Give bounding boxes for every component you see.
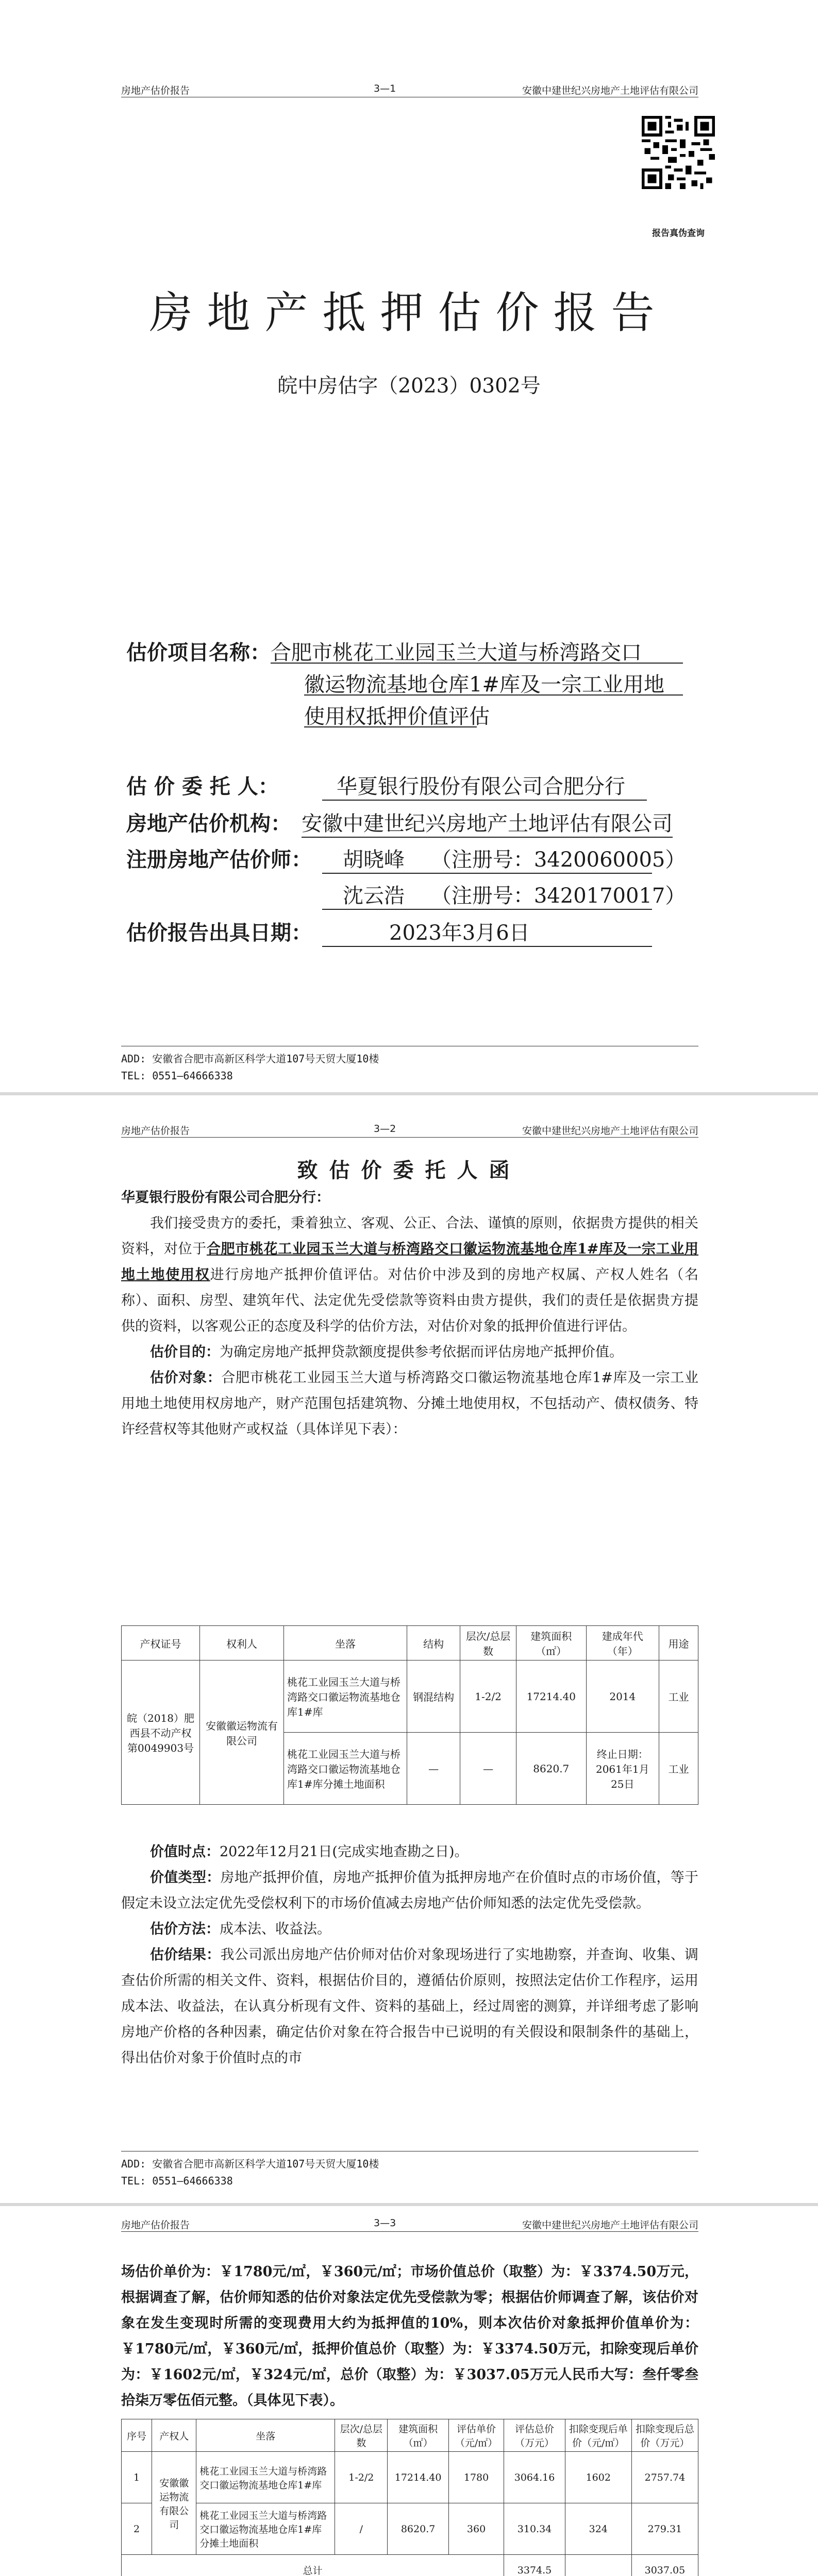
col-owner: 权利人 (200, 1626, 284, 1660)
col-total2: 扣除变现后总价（万元） (631, 2419, 698, 2452)
org-value: 安徽中建世纪兴房地产土地评估有限公司 (302, 807, 673, 838)
project-line-2: 徽运物流基地仓库1#库及一宗工业用地 (304, 673, 664, 697)
date-row (126, 917, 719, 947)
project-label: 估价项目名称： (126, 640, 271, 665)
cell-floors: / (335, 2503, 388, 2555)
org-row (126, 807, 719, 838)
header-right: 安徽中建世纪兴房地产土地评估有限公司 (522, 1125, 698, 1137)
col-structure: 结构 (407, 1626, 460, 1660)
header-page-no: 3—1 (374, 83, 396, 94)
col-location: 坐落 (284, 1626, 407, 1660)
page-header (121, 81, 698, 97)
para1-text: 我们接受贵方的委托，秉着独立、客观、公正、合法、谨慎的原则，依据贵方提供的相关资料，对位于 (121, 1215, 698, 1257)
appraiser-row (126, 843, 719, 908)
col-cert: 产权证号 (122, 1626, 200, 1660)
property-table (121, 1625, 698, 1805)
project-name-block (126, 636, 719, 729)
letter-method (121, 1917, 698, 1942)
cell-floors: — (460, 1733, 516, 1805)
header-page-no: 3—2 (374, 1123, 396, 1134)
page-gap (0, 2203, 818, 2206)
letter-result (121, 1942, 698, 2071)
cell-location: 桃花工业园玉兰大道与桥湾路交口徽运物流基地仓库1#库分摊土地面积 (196, 2503, 335, 2555)
qr-caption: 报告真伪查询 (652, 228, 705, 239)
cell-sum-total: 3374.5 (504, 2555, 565, 2576)
col-price: 评估单价（元/㎡） (448, 2419, 504, 2452)
appraiser-label: 注册房地产估价师： (126, 848, 312, 872)
col-use: 用途 (659, 1626, 698, 1660)
report-title: 房地产抵押估价报告 (149, 287, 669, 338)
cell-location: 桃花工业园玉兰大道与桥湾路交口徽运物流基地仓库1#库 (284, 1660, 407, 1733)
cell-use: 工业 (659, 1733, 698, 1805)
cell-total2: 279.31 (631, 2503, 698, 2555)
result-text: 我公司派出房地产估价师对估价对象现场进行了实地勘察，并查询、收集、调查估价所需的相关文件、资料，根据估价目的，遵循估价原则，按照法定估价工作程序，运用成本法、收益法，在认真分析现有文件、资料的基础上，经过周密的测算，并详细考虑了影响房地产价格的各种因素，确定估价对象在符合报告中已说明的有关假设和限制条件的基础上，得出估价对象于价值时点的市 (121, 1947, 699, 2066)
cell-price2: 1602 (565, 2452, 631, 2503)
valuation-text: 场估价单价为：￥1780元/㎡，￥360元/㎡；市场价值总价（取整）为：￥3374.50万元，根据调查了解，估价师知悉的估价对象法定优先受偿款为零；根据估价师调查了解，该估价对象在发生变现时所需的变现费用大约为抵押值的10%，则本次估价对象抵押价值单价为：￥1780元/㎡，￥360元/㎡，抵押价值总价（取整）为：￥3374.50万元，扣除变现后单价为：￥1602元/㎡，￥324元/㎡，总价（取整）为：￥3037.05万元人民币大写：叁仟零叁拾柒万零伍佰元整。（具体见下表）。 (121, 2264, 698, 2409)
report-number: 皖中房估字（2023）0302号 (277, 375, 541, 398)
letter-date (121, 1839, 698, 1865)
client-row (126, 770, 719, 801)
cell-no: 1 (122, 2452, 152, 2503)
table-total-row (122, 2555, 698, 2576)
appraiser-1: 胡晓峰 （注册号：3420060005） (322, 843, 652, 874)
para1-rest: 进行房地产抵押价值评估。对估价中涉及到的房地产权属、产权人姓名（名称）、面积、房型、建筑年代、法定优先受偿款等资料由贵方提供，我们的责任是依据贵方提供的资料，以客观公正的态度及科学的估价方法，对估价对象的抵押价值进行评估。 (121, 1267, 699, 1334)
cell-sum-empty (565, 2555, 631, 2576)
header-left: 房地产估价报告 (121, 85, 190, 96)
type-label: 价值类型： (150, 1870, 221, 1886)
col-owner: 产权人 (152, 2419, 196, 2452)
page-cover (0, 0, 818, 1092)
footer-address: ADD: 安徽省合肥市高新区科学大道107号天贸大厦10楼 (121, 1053, 379, 1065)
cell-year: 终止日期：2061年1月25日 (586, 1733, 659, 1805)
page-header (121, 2215, 698, 2232)
table-header-row (122, 2419, 698, 2452)
letter-para-1 (121, 1211, 698, 1340)
cell-owner: 安徽徽运物流有限公司 (200, 1660, 284, 1805)
org-label: 房地产估价机构： (126, 811, 291, 836)
cell-sum-label: 总计 (122, 2555, 504, 2576)
cell-location: 桃花工业园玉兰大道与桥湾路交口徽运物流基地仓库1#库 (196, 2452, 335, 2503)
header-left: 房地产估价报告 (121, 2219, 190, 2231)
cell-total: 3064.16 (504, 2452, 565, 2503)
page-header (121, 1121, 698, 1138)
cell-area: 8620.7 (516, 1733, 586, 1805)
project-line-3: 使用权抵押价值评估 (304, 705, 490, 728)
method-text: 成本法、收益法。 (220, 1921, 331, 1937)
cell-area: 8620.7 (388, 2503, 448, 2555)
cell-area: 17214.40 (516, 1660, 586, 1733)
col-area: 建筑面积（㎡） (516, 1626, 586, 1660)
client-value: 华夏银行股份有限公司合肥分行 (322, 770, 647, 801)
header-right: 安徽中建世纪兴房地产土地评估有限公司 (522, 2219, 698, 2231)
appraiser-2: 沈云浩 （注册号：3420170017） (322, 879, 652, 910)
letter-addressee: 华夏银行股份有限公司合肥分行： (121, 1190, 330, 1206)
date-label: 估价报告出具日期： (126, 921, 312, 945)
footer-tel: TEL: 0551—64666338 (121, 2175, 233, 2187)
cell-price2: 324 (565, 2503, 631, 2555)
date-label: 价值时点： (150, 1844, 220, 1860)
cell-floors: 1-2/2 (335, 2452, 388, 2503)
client-label: 估 价 委 托 人： (126, 774, 279, 799)
cell-total2: 2757.74 (631, 2452, 698, 2503)
purpose-label: 估价目的： (150, 1344, 220, 1360)
letter-title: 致估价委托人函 (297, 1158, 521, 1182)
col-area: 建筑面积（㎡） (388, 2419, 448, 2452)
page-footer (121, 1046, 698, 1084)
para1-object: 合肥市桃花工业园玉兰大道与桥湾路交口徽运物流基地仓库1#库及一宗工业用地土地使用权 (121, 1241, 698, 1283)
cell-cert: 皖（2018）肥西县不动产权第0049903号 (122, 1660, 200, 1805)
letter-body (121, 1185, 698, 1443)
cell-location: 桃花工业园玉兰大道与桥湾路交口徽运物流基地仓库1#库分摊土地面积 (284, 1733, 407, 1805)
col-year: 建成年代（年） (586, 1626, 659, 1660)
cell-sum-total2: 3037.05 (631, 2555, 698, 2576)
cell-price: 360 (448, 2503, 504, 2555)
date-text: 2022年12月21日(完成实地查勘之日)。 (220, 1844, 469, 1860)
date-value: 2023年3月6日 (322, 917, 652, 947)
cell-owner: 安徽徽运物流有限公司 (152, 2452, 196, 2555)
letter-type (121, 1865, 698, 1917)
cell-structure: 钢混结构 (407, 1660, 460, 1733)
table-row (122, 1660, 698, 1733)
header-left: 房地产估价报告 (121, 1125, 190, 1137)
cell-floors: 1-2/2 (460, 1660, 516, 1733)
col-no: 序号 (122, 2419, 152, 2452)
cell-structure: — (407, 1733, 460, 1805)
cell-no: 2 (122, 2503, 152, 2555)
table-header-row (122, 1626, 698, 1660)
col-total: 评估总价（万元） (504, 2419, 565, 2452)
project-line-1: 合肥市桃花工业园玉兰大道与桥湾路交口 (271, 641, 642, 665)
page-footer (121, 2151, 698, 2190)
header-right: 安徽中建世纪兴房地产土地评估有限公司 (522, 85, 698, 96)
cell-year: 2014 (586, 1660, 659, 1733)
table-row (122, 2452, 698, 2503)
col-floors: 层次/总层数 (460, 1626, 516, 1660)
footer-tel: TEL: 0551—64666338 (121, 1070, 233, 1082)
purpose-text: 为确定房地产抵押贷款额度提供参考依据而评估房地产抵押价值。 (220, 1344, 623, 1360)
col-floors: 层次/总层数 (335, 2419, 388, 2452)
qr-code[interactable] (642, 116, 715, 189)
cell-total: 310.34 (504, 2503, 565, 2555)
valuation-table (121, 2419, 698, 2576)
table-row (122, 2503, 698, 2555)
footer-address: ADD: 安徽省合肥市高新区科学大道107号天贸大厦10楼 (121, 2158, 379, 2170)
header-page-no: 3—3 (374, 2217, 396, 2229)
type-text: 房地产抵押价值，房地产抵押价值为抵押房地产在价值时点的市场价值，等于假定未设立法定优先受偿权利下的市场价值减去房地产估价师知悉的法定优先受偿款。 (121, 1870, 699, 1911)
method-label: 估价方法： (150, 1921, 220, 1937)
col-price2: 扣除变现后单价（元/㎡） (565, 2419, 631, 2452)
cell-use: 工业 (659, 1660, 698, 1733)
letter-object (121, 1365, 698, 1443)
cell-price: 1780 (448, 2452, 504, 2503)
cell-area: 17214.40 (388, 2452, 448, 2503)
result-label: 估价结果： (150, 1947, 221, 1963)
valuation-summary (121, 2259, 698, 2414)
object-label: 估价对象： (150, 1370, 222, 1386)
object-text: 合肥市桃花工业园玉兰大道与桥湾路交口徽运物流基地仓库1#库及一宗工业用地土地使用权房地产，财产范围包括建筑物、分摊土地使用权，不包括动产、债权债务、特许经营权等其他财产或权益（具体详见下表）： (121, 1370, 698, 1437)
letter-body-2 (121, 1839, 698, 2071)
letter-purpose (121, 1340, 698, 1365)
col-location: 坐落 (196, 2419, 335, 2452)
